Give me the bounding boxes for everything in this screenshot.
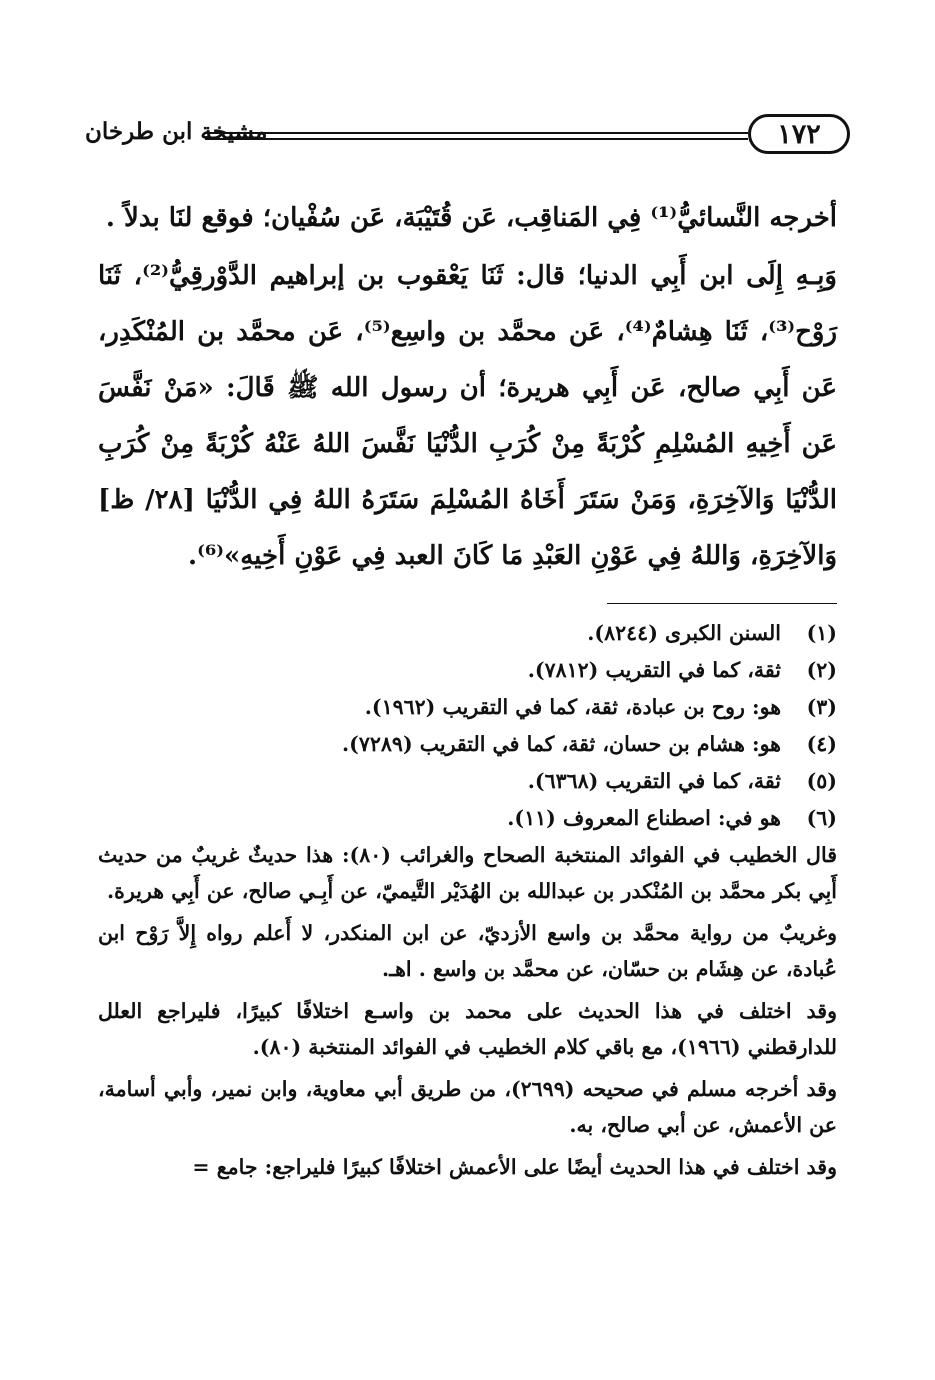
footnote-number: (٣) [806,695,837,719]
footnote-number: (٦) [806,806,837,830]
footnote-number: (١) [806,621,837,645]
book-title: مشيخة ابن طرخان [85,118,268,145]
footnote-commentary: وغريبٌ من رواية محمَّد بن واسع الأزديّ، عن ابن المنكدر، لا أَعلم رواه إِلاَّ رَوْح ابن عُبادة، عن هِشَام بن حسّان، عن محمَّد بن واسع . اهـ. [98,921,837,981]
footnote [98,652,837,689]
paragraph: أخرجه النَّسائيُّ⁽¹⁾ فِي المَناقِب، عَن قُتَيْبَة، عَن سُفْيان؛ فوقع لنَا بدلاً . [105,203,837,233]
footnote-commentary: وقد اختلف في هذا الحديث أيضًا على الأعمش اختلافًا كبيرًا فليراجع: جامع = [192,1155,837,1179]
footnote-commentary: وقد اختلف في هذا الحديث على محمد بن واسـع اختلافًا كبيرًا، فليراجع العلل للدارقطني (١٩٦٦)، مع باقي كلام الخطيب في الفوائد المنتخبة (٨٠). [98,999,837,1059]
footnote-commentary: قال الخطيب في الفوائد المنتخبة الصحاح والغرائب (٨٠): هذا حديثٌ غريبٌ من حديث أَبِي بكر محمَّد بن المُنْكدر بن عبدالله بن الهُدَيْر التَّيميّ، عن أَبِـي صالح، عن أَبِي هريرة. [98,843,837,903]
footnote [98,726,837,763]
footnote-number: (٢) [806,658,837,682]
header-rule [205,132,748,140]
footnotes [98,615,837,1185]
footnote-text: هو: هشام بن حسان، ثقة، كما في التقريب (٧٢٨٩). [342,732,781,756]
footnote-number: (٤) [806,732,837,756]
footnote-separator [607,603,837,604]
footnote [98,763,837,800]
footnote-text: هو: روح بن عبادة، ثقة، كما في التقريب (١٩٦٢). [364,695,781,719]
footnote-text: السنن الكبرى (٨٢٤٤). [587,621,781,645]
footnote-commentary: وقد أخرجه مسلم في صحيحه (٢٦٩٩)، من طريق أبي معاوية، وابن نمير، وأبي أسامة، عن الأعمش، عن أبي صالح، به. [98,1077,837,1137]
main-text [98,190,837,584]
footnote-number: (٥) [806,769,837,793]
footnote [98,800,837,837]
paragraph: وَبِـهِ إِلَى ابن أَبِي الدنيا؛ قال: ثَنَا يَعْقوب بن إبراهيم الدَّوْرقِيُّ⁽²⁾، ثَنَا رَوْح⁽³⁾، ثَنَا هِشامٌ⁽⁴⁾، عَن محمَّد بن واسِع⁽⁵⁾، عَن محمَّد بن المُنْكَدِر، عَن أَبِي صالح، عَن أَبِي هريرة؛ أن رسول الله ﷺ قَالَ: «مَنْ نَفَّسَ عَن أَخِيهِ المُسْلِمِ كُرْبَةً مِنْ كُرَبِ الدُّنْيَا نَفَّسَ اللهُ عَنْهُ كُرْبَةً مِنْ كُرَبِ الدُّنْيَا وَالآخِرَةِ، وَمَنْ سَتَرَ أَخَاهُ المُسْلِمَ سَتَرَهُ اللهُ فِي الدُّنْيَا [٢٨/ ظ] وَالآخِرَةِ، وَاللهُ فِي عَوْنِ العَبْدِ مَا كَانَ العبد فِي عَوْنِ أَخِيهِ»⁽⁶⁾. [98,261,838,571]
footnote [98,615,837,652]
footnote-text: هو في: اصطناع المعروف (١١). [507,806,781,830]
footnote [98,689,837,726]
footnote-text: ثقة، كما في التقريب (٧٨١٢). [527,658,781,682]
footnote-text: ثقة، كما في التقريب (٦٣٦٨). [527,769,781,793]
page-number: ١٧٢ [748,114,850,154]
page-header [85,112,850,160]
